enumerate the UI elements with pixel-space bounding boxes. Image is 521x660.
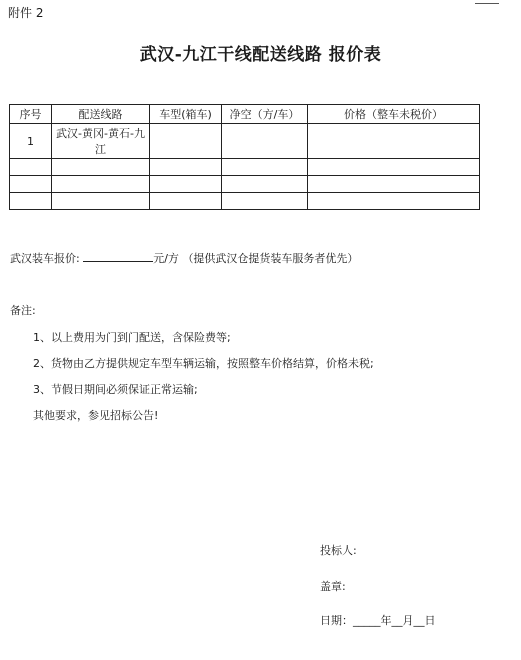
cell-route[interactable] [52,193,150,210]
loading-quote-blank[interactable] [83,252,153,262]
date-line: 日期：_____年__月__日 [320,614,436,627]
loading-quote-line [10,250,358,266]
remark-item-2: 2、货物由乙方提供规定车型车辆运输，按照整车价格结算，价格未税; [33,357,374,370]
seal-label: 盖章: [320,580,346,593]
cell-route[interactable] [52,159,150,176]
table-row [10,193,480,210]
cell-price[interactable] [308,124,480,159]
cell-route: 武汉-黄冈-黄石-九江 [52,124,150,159]
table-row [10,159,480,176]
remarks-heading: 备注: [10,304,36,317]
col-header-vehicle: 车型(箱车) [150,105,222,124]
loading-quote-unit: 元/方 [153,252,179,265]
cell-index[interactable] [10,159,52,176]
col-header-index: 序号 [10,105,52,124]
loading-quote-label: 武汉装车报价: [10,252,80,265]
cell-vehicle[interactable] [150,176,222,193]
loading-quote-note: （提供武汉仓提货装车服务者优先） [182,252,359,265]
remark-item-1: 1、以上费用为门到门配送，含保险费等; [33,331,231,344]
cell-index[interactable] [10,176,52,193]
cell-volume[interactable] [222,193,308,210]
bidder-label: 投标人: [320,544,357,557]
remark-item-4: 其他要求，参见招标公告! [33,409,159,422]
cell-index[interactable] [10,193,52,210]
cell-price[interactable] [308,193,480,210]
cell-index: 1 [10,124,52,159]
table-row [10,176,480,193]
page-title: 武汉-九江干线配送线路 报价表 [139,45,382,65]
cell-route[interactable] [52,176,150,193]
col-header-volume: 净空（方/车） [222,105,308,124]
remark-item-3: 3、节假日期间必须保证正常运输; [33,383,198,396]
quote-table [9,104,480,210]
table-header-row [10,105,480,124]
cell-price[interactable] [308,176,480,193]
cell-price[interactable] [308,159,480,176]
cell-volume[interactable] [222,176,308,193]
col-header-route: 配送线路 [52,105,150,124]
top-rule [475,3,499,4]
cell-volume[interactable] [222,159,308,176]
col-header-price: 价格（整车未税价） [308,105,480,124]
table-row [10,124,480,159]
cell-volume[interactable] [222,124,308,159]
attachment-label: 附件 2 [8,6,44,20]
cell-vehicle[interactable] [150,193,222,210]
cell-vehicle[interactable] [150,159,222,176]
cell-vehicle[interactable] [150,124,222,159]
